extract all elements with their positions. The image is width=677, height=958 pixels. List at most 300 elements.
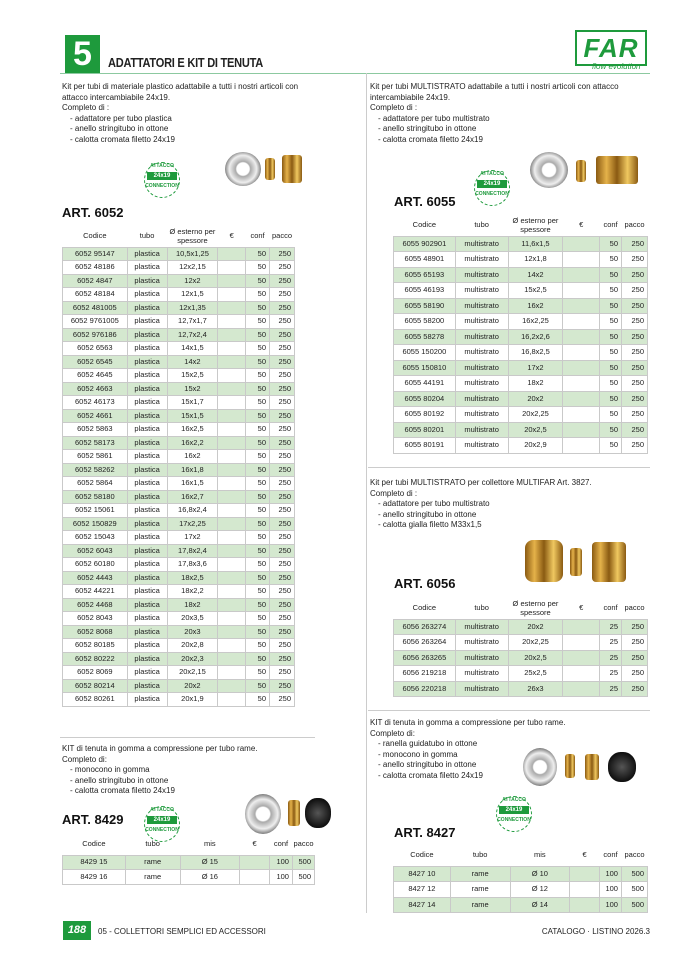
- code-cell: 8427 10: [394, 866, 451, 882]
- conf-cell: 100: [600, 866, 622, 882]
- table-row: [63, 666, 295, 680]
- pack-cell: 250: [622, 666, 648, 682]
- table-row: [394, 376, 648, 392]
- component-item: - adattatore per tubo plastica: [62, 114, 172, 125]
- intro-text: KIT di tenuta in gomma a compressione per tubo rame.: [62, 744, 258, 753]
- table-8429: [62, 833, 315, 885]
- price-cell: [218, 315, 246, 329]
- tube-cell: plastica: [127, 396, 167, 410]
- pack-cell: 250: [622, 635, 648, 651]
- pack-cell: 250: [270, 261, 295, 275]
- table-row: [394, 882, 648, 898]
- tube-cell: multistrato: [455, 314, 508, 330]
- table-row: [63, 517, 295, 531]
- size-cell: 16x2,5: [167, 423, 218, 437]
- table-row: [394, 267, 648, 283]
- conf-cell: 25: [600, 619, 622, 635]
- brass-ring-image: [570, 548, 582, 576]
- column-header: conf: [250, 231, 265, 241]
- pack-cell: 250: [270, 274, 295, 288]
- component-item: - calotta cromata filetto 24x19: [62, 135, 175, 146]
- conf-cell: 50: [246, 666, 270, 680]
- size-cell: 12x1,8: [508, 252, 563, 268]
- table-row: [63, 396, 295, 410]
- code-cell: 6055 150200: [394, 345, 456, 361]
- pack-cell: 250: [270, 666, 295, 680]
- price-cell: [218, 639, 246, 653]
- table-row: [394, 360, 648, 376]
- tube-cell: multistrato: [455, 619, 508, 635]
- column-header: mis: [204, 839, 216, 849]
- size-cell: Ø 14: [510, 897, 570, 913]
- tube-cell: multistrato: [455, 681, 508, 697]
- size-cell: 16x2,2: [167, 436, 218, 450]
- tube-cell: plastica: [127, 477, 167, 491]
- price-cell: [563, 422, 600, 438]
- far-logo: FAR: [575, 30, 647, 66]
- component-item: - monocono in gomma: [370, 750, 458, 761]
- size-cell: 16,8x2,5: [508, 345, 563, 361]
- table-row: [63, 423, 295, 437]
- table-header: [63, 833, 315, 855]
- component-list: [370, 499, 490, 531]
- pack-cell: 500: [292, 870, 314, 885]
- code-cell: 6052 4468: [63, 598, 128, 612]
- pack-cell: 250: [270, 612, 295, 626]
- price-cell: [218, 396, 246, 410]
- code-cell: 6052 44221: [63, 585, 128, 599]
- pack-cell: 500: [292, 855, 314, 870]
- conf-cell: 50: [600, 298, 622, 314]
- conf-cell: 50: [600, 329, 622, 345]
- article-title-8427: ART. 8427: [394, 825, 456, 840]
- code-cell: 6052 6545: [63, 355, 128, 369]
- table-row: [394, 666, 648, 682]
- table-row: [63, 342, 295, 356]
- brass-adapter-image: [592, 542, 626, 582]
- table-row: [63, 355, 295, 369]
- table-6052: [62, 225, 295, 707]
- column-header: €: [252, 839, 257, 849]
- conf-cell: 50: [246, 315, 270, 329]
- conf-cell: 100: [270, 855, 293, 870]
- intro-text: Kit per tubi MULTISTRATO adattabile a tutti i nostri articoli con attacco intercambiabile 24x19.: [370, 82, 619, 102]
- column-header: €: [582, 850, 587, 860]
- brass-adapter-image: [596, 156, 638, 184]
- table-row: [394, 345, 648, 361]
- pack-cell: 250: [270, 517, 295, 531]
- size-cell: 17x2: [508, 360, 563, 376]
- size-cell: 15x2,5: [167, 369, 218, 383]
- table-header: [394, 214, 648, 236]
- pack-cell: 250: [270, 652, 295, 666]
- brass-ring-image: [565, 754, 575, 778]
- component-list: [370, 739, 483, 781]
- article-title-8429: ART. 8429: [62, 812, 124, 827]
- pack-cell: 250: [270, 490, 295, 504]
- price-cell: [563, 283, 600, 299]
- price-cell: [563, 650, 600, 666]
- tube-cell: plastica: [127, 315, 167, 329]
- tube-cell: plastica: [127, 301, 167, 315]
- tube-cell: plastica: [127, 571, 167, 585]
- conf-cell: 50: [246, 693, 270, 707]
- conf-cell: 50: [600, 360, 622, 376]
- tube-cell: plastica: [127, 666, 167, 680]
- size-cell: 14x2: [508, 267, 563, 283]
- price-cell: [218, 558, 246, 572]
- conf-cell: 50: [246, 355, 270, 369]
- intro-6052: [62, 82, 312, 145]
- size-cell: 20x3,5: [167, 612, 218, 626]
- size-cell: 20x2,25: [508, 635, 563, 651]
- tube-cell: multistrato: [455, 391, 508, 407]
- table-6055: [393, 214, 648, 454]
- conf-cell: 50: [246, 490, 270, 504]
- logo-tagline: flow evolution: [592, 62, 641, 71]
- pack-cell: 250: [270, 585, 295, 599]
- column-header: Codice: [410, 850, 434, 860]
- table-row: [63, 855, 315, 870]
- badge-top: ATTACCO: [502, 797, 526, 803]
- tube-cell: plastica: [127, 355, 167, 369]
- code-cell: 6052 8043: [63, 612, 128, 626]
- conf-cell: 50: [246, 274, 270, 288]
- table-row: [63, 247, 295, 261]
- size-cell: 20x2,15: [167, 666, 218, 680]
- table-row: [63, 531, 295, 545]
- article-title-6055: ART. 6055: [394, 194, 456, 209]
- table-row: [63, 612, 295, 626]
- price-cell: [563, 314, 600, 330]
- component-list: [62, 114, 175, 146]
- component-item: - adattatore per tubo multistrato: [370, 499, 490, 510]
- size-cell: 20x2,5: [508, 422, 563, 438]
- table-row: [394, 866, 648, 882]
- price-cell: [218, 625, 246, 639]
- tube-cell: plastica: [127, 328, 167, 342]
- price-cell: [563, 438, 600, 454]
- pack-cell: 250: [622, 681, 648, 697]
- code-cell: 6052 48184: [63, 288, 128, 302]
- size-cell: 12,7x1,7: [167, 315, 218, 329]
- conf-cell: 25: [600, 635, 622, 651]
- conf-cell: 100: [600, 882, 622, 898]
- tube-cell: plastica: [127, 382, 167, 396]
- column-header: tubo: [472, 850, 488, 860]
- code-cell: 6052 481005: [63, 301, 128, 315]
- size-cell: 20x2,25: [508, 407, 563, 423]
- size-cell: 16x1,5: [167, 477, 218, 491]
- intro-text: Kit per tubi di materiale plastico adattabile a tutti i nostri articoli con attacco intercambiabile 24x19.: [62, 82, 299, 102]
- size-cell: 16,8x2,4: [167, 504, 218, 518]
- pack-cell: 250: [622, 314, 648, 330]
- conf-cell: 50: [246, 369, 270, 383]
- pack-cell: 250: [270, 409, 295, 423]
- price-cell: [218, 436, 246, 450]
- price-cell: [218, 274, 246, 288]
- complete-label: Completo di:: [62, 754, 107, 764]
- size-cell: 15x2: [167, 382, 218, 396]
- price-cell: [563, 376, 600, 392]
- code-cell: 6052 95147: [63, 247, 128, 261]
- pack-cell: 250: [622, 619, 648, 635]
- column-divider: [366, 73, 367, 913]
- table-row: [394, 283, 648, 299]
- size-cell: 15x1,7: [167, 396, 218, 410]
- code-cell: 6052 15043: [63, 531, 128, 545]
- pack-cell: 250: [270, 558, 295, 572]
- chrome-nut-image: [523, 748, 557, 786]
- badge-bottom: CONNECTION: [475, 191, 509, 197]
- column-header: tubo: [474, 603, 489, 613]
- column-header: Ø esterno per spessore: [169, 226, 216, 245]
- price-cell: [218, 477, 246, 491]
- column-header: pacco: [624, 220, 645, 230]
- size-cell: 18x2,2: [167, 585, 218, 599]
- conf-cell: 50: [246, 301, 270, 315]
- table-row: [63, 409, 295, 423]
- tube-cell: plastica: [127, 558, 167, 572]
- price-cell: [563, 252, 600, 268]
- pack-cell: 250: [270, 531, 295, 545]
- tube-cell: plastica: [127, 504, 167, 518]
- table-row: [63, 301, 295, 315]
- pack-cell: 250: [270, 315, 295, 329]
- table-row: [63, 652, 295, 666]
- price-cell: [563, 360, 600, 376]
- pack-cell: 250: [622, 391, 648, 407]
- code-cell: 6052 58262: [63, 463, 128, 477]
- pack-cell: 250: [622, 376, 648, 392]
- conf-cell: 50: [246, 585, 270, 599]
- conf-cell: 50: [246, 571, 270, 585]
- size-cell: Ø 15: [180, 855, 240, 870]
- price-cell: [218, 517, 246, 531]
- price-cell: [563, 391, 600, 407]
- price-cell: [570, 866, 600, 882]
- price-cell: [218, 301, 246, 315]
- table-row: [63, 571, 295, 585]
- code-cell: 6056 263265: [394, 650, 456, 666]
- code-cell: 6056 220218: [394, 681, 456, 697]
- tube-cell: rame: [450, 897, 510, 913]
- column-header: mis: [534, 850, 546, 860]
- code-cell: 6052 58173: [63, 436, 128, 450]
- table-header: [63, 225, 295, 247]
- conf-cell: 50: [246, 436, 270, 450]
- code-cell: 6055 48901: [394, 252, 456, 268]
- column-header: conf: [603, 220, 618, 230]
- conf-cell: 50: [246, 558, 270, 572]
- badge-top: ATTACCO: [480, 171, 504, 177]
- table-row: [63, 274, 295, 288]
- code-cell: 6056 263274: [394, 619, 456, 635]
- code-cell: 6052 80185: [63, 639, 128, 653]
- code-cell: 6052 80261: [63, 693, 128, 707]
- table-row: [394, 298, 648, 314]
- tube-cell: plastica: [127, 598, 167, 612]
- article-title-6052: ART. 6052: [62, 205, 124, 220]
- code-cell: 6052 80214: [63, 679, 128, 693]
- tube-cell: multistrato: [455, 360, 508, 376]
- size-cell: 20x3: [167, 625, 218, 639]
- table-row: [63, 625, 295, 639]
- pack-cell: 250: [622, 360, 648, 376]
- code-cell: 6055 80201: [394, 422, 456, 438]
- size-cell: 20x2,8: [167, 639, 218, 653]
- tube-cell: multistrato: [455, 329, 508, 345]
- conf-cell: 50: [600, 438, 622, 454]
- pack-cell: 500: [621, 882, 647, 898]
- code-cell: 6055 80192: [394, 407, 456, 423]
- size-cell: 16x2,25: [508, 314, 563, 330]
- code-cell: 6055 80191: [394, 438, 456, 454]
- code-cell: 6052 8068: [63, 625, 128, 639]
- code-cell: 6052 60180: [63, 558, 128, 572]
- price-cell: [218, 612, 246, 626]
- chrome-nut-image: [245, 794, 281, 834]
- size-cell: Ø 10: [510, 866, 570, 882]
- tube-cell: plastica: [127, 450, 167, 464]
- size-cell: 12x1,5: [167, 288, 218, 302]
- price-cell: [570, 882, 600, 898]
- size-cell: 14x2: [167, 355, 218, 369]
- column-header: Codice: [412, 220, 437, 230]
- column-header: conf: [603, 850, 618, 860]
- component-list: [370, 114, 490, 146]
- tube-cell: plastica: [127, 409, 167, 423]
- conf-cell: 50: [246, 261, 270, 275]
- price-cell: [218, 369, 246, 383]
- section-divider: [368, 467, 650, 468]
- conf-cell: 50: [246, 463, 270, 477]
- code-cell: 6052 58180: [63, 490, 128, 504]
- conf-cell: 50: [246, 612, 270, 626]
- conf-cell: 25: [600, 681, 622, 697]
- price-cell: [218, 328, 246, 342]
- size-cell: 18x2: [167, 598, 218, 612]
- component-item: - anello stringitubo in ottone: [370, 510, 476, 521]
- pack-cell: 250: [622, 298, 648, 314]
- badge-size: 24x19: [499, 806, 529, 814]
- tube-cell: plastica: [127, 517, 167, 531]
- tube-cell: plastica: [127, 490, 167, 504]
- code-cell: 6052 5863: [63, 423, 128, 437]
- table-row: [63, 544, 295, 558]
- page-title: ADATTATORI E KIT DI TENUTA: [108, 55, 264, 70]
- conf-cell: 50: [246, 328, 270, 342]
- conf-cell: 50: [600, 252, 622, 268]
- brass-ring-image: [265, 158, 275, 180]
- code-cell: 6052 80222: [63, 652, 128, 666]
- tube-cell: plastica: [127, 261, 167, 275]
- pack-cell: 250: [270, 625, 295, 639]
- table-row: [394, 619, 648, 635]
- code-cell: 6055 80204: [394, 391, 456, 407]
- badge-top: ATTACCO: [150, 163, 174, 169]
- rubber-cone-image: [608, 752, 636, 782]
- code-cell: 6055 150810: [394, 360, 456, 376]
- table-row: [63, 558, 295, 572]
- tube-cell: plastica: [127, 423, 167, 437]
- price-cell: [218, 409, 246, 423]
- table-row: [394, 314, 648, 330]
- tube-cell: multistrato: [455, 345, 508, 361]
- pack-cell: 250: [270, 369, 295, 383]
- table-row: [394, 438, 648, 454]
- conf-cell: 25: [600, 650, 622, 666]
- table-row: [63, 261, 295, 275]
- tube-cell: multistrato: [455, 635, 508, 651]
- code-cell: 6055 46193: [394, 283, 456, 299]
- size-cell: 16x2,7: [167, 490, 218, 504]
- code-cell: 8429 16: [63, 870, 126, 885]
- footer-catalog: CATALOGO · LISTINO 2026.3: [541, 927, 650, 936]
- complete-label: Completo di :: [370, 488, 418, 498]
- pack-cell: 250: [270, 463, 295, 477]
- badge-size: 24x19: [147, 816, 177, 824]
- column-header: Codice: [82, 839, 106, 849]
- price-cell: [563, 267, 600, 283]
- tube-cell: plastica: [127, 612, 167, 626]
- column-header: Ø esterno per spessore: [512, 598, 559, 617]
- tube-cell: plastica: [127, 288, 167, 302]
- code-cell: 6055 58200: [394, 314, 456, 330]
- badge-size: 24x19: [477, 180, 507, 188]
- pack-cell: 250: [270, 328, 295, 342]
- size-cell: 14x1,5: [167, 342, 218, 356]
- pack-cell: 250: [622, 236, 648, 252]
- attacco-badge: [496, 796, 532, 832]
- conf-cell: 50: [246, 247, 270, 261]
- size-cell: 20x2: [508, 619, 563, 635]
- tube-cell: plastica: [127, 639, 167, 653]
- size-cell: 15x2,5: [508, 283, 563, 299]
- price-cell: [218, 261, 246, 275]
- price-cell: [218, 247, 246, 261]
- table-8427: [393, 844, 648, 913]
- pack-cell: 250: [270, 639, 295, 653]
- tube-cell: multistrato: [455, 407, 508, 423]
- code-cell: 6052 6043: [63, 544, 128, 558]
- code-cell: 6055 65193: [394, 267, 456, 283]
- price-cell: [563, 329, 600, 345]
- badge-bottom: CONNECTION: [497, 817, 531, 823]
- column-header: tubo: [145, 839, 160, 849]
- code-cell: 6052 150829: [63, 517, 128, 531]
- page-number: 188: [63, 921, 91, 940]
- conf-cell: 50: [600, 376, 622, 392]
- pack-cell: 250: [270, 342, 295, 356]
- code-cell: 6055 902901: [394, 236, 456, 252]
- pack-cell: 250: [270, 544, 295, 558]
- table-row: [394, 681, 648, 697]
- table-row: [63, 450, 295, 464]
- conf-cell: 50: [600, 407, 622, 423]
- component-item: - calotta cromata filetto 24x19: [62, 786, 175, 797]
- code-cell: 6056 263264: [394, 635, 456, 651]
- tube-cell: plastica: [127, 652, 167, 666]
- code-cell: 6052 5861: [63, 450, 128, 464]
- header-divider: [60, 73, 650, 74]
- conf-cell: 50: [246, 504, 270, 518]
- size-cell: 25x2,5: [508, 666, 563, 682]
- column-header: tubo: [139, 231, 155, 241]
- table-row: [63, 679, 295, 693]
- intro-6055: [370, 82, 650, 145]
- size-cell: 18x2: [508, 376, 563, 392]
